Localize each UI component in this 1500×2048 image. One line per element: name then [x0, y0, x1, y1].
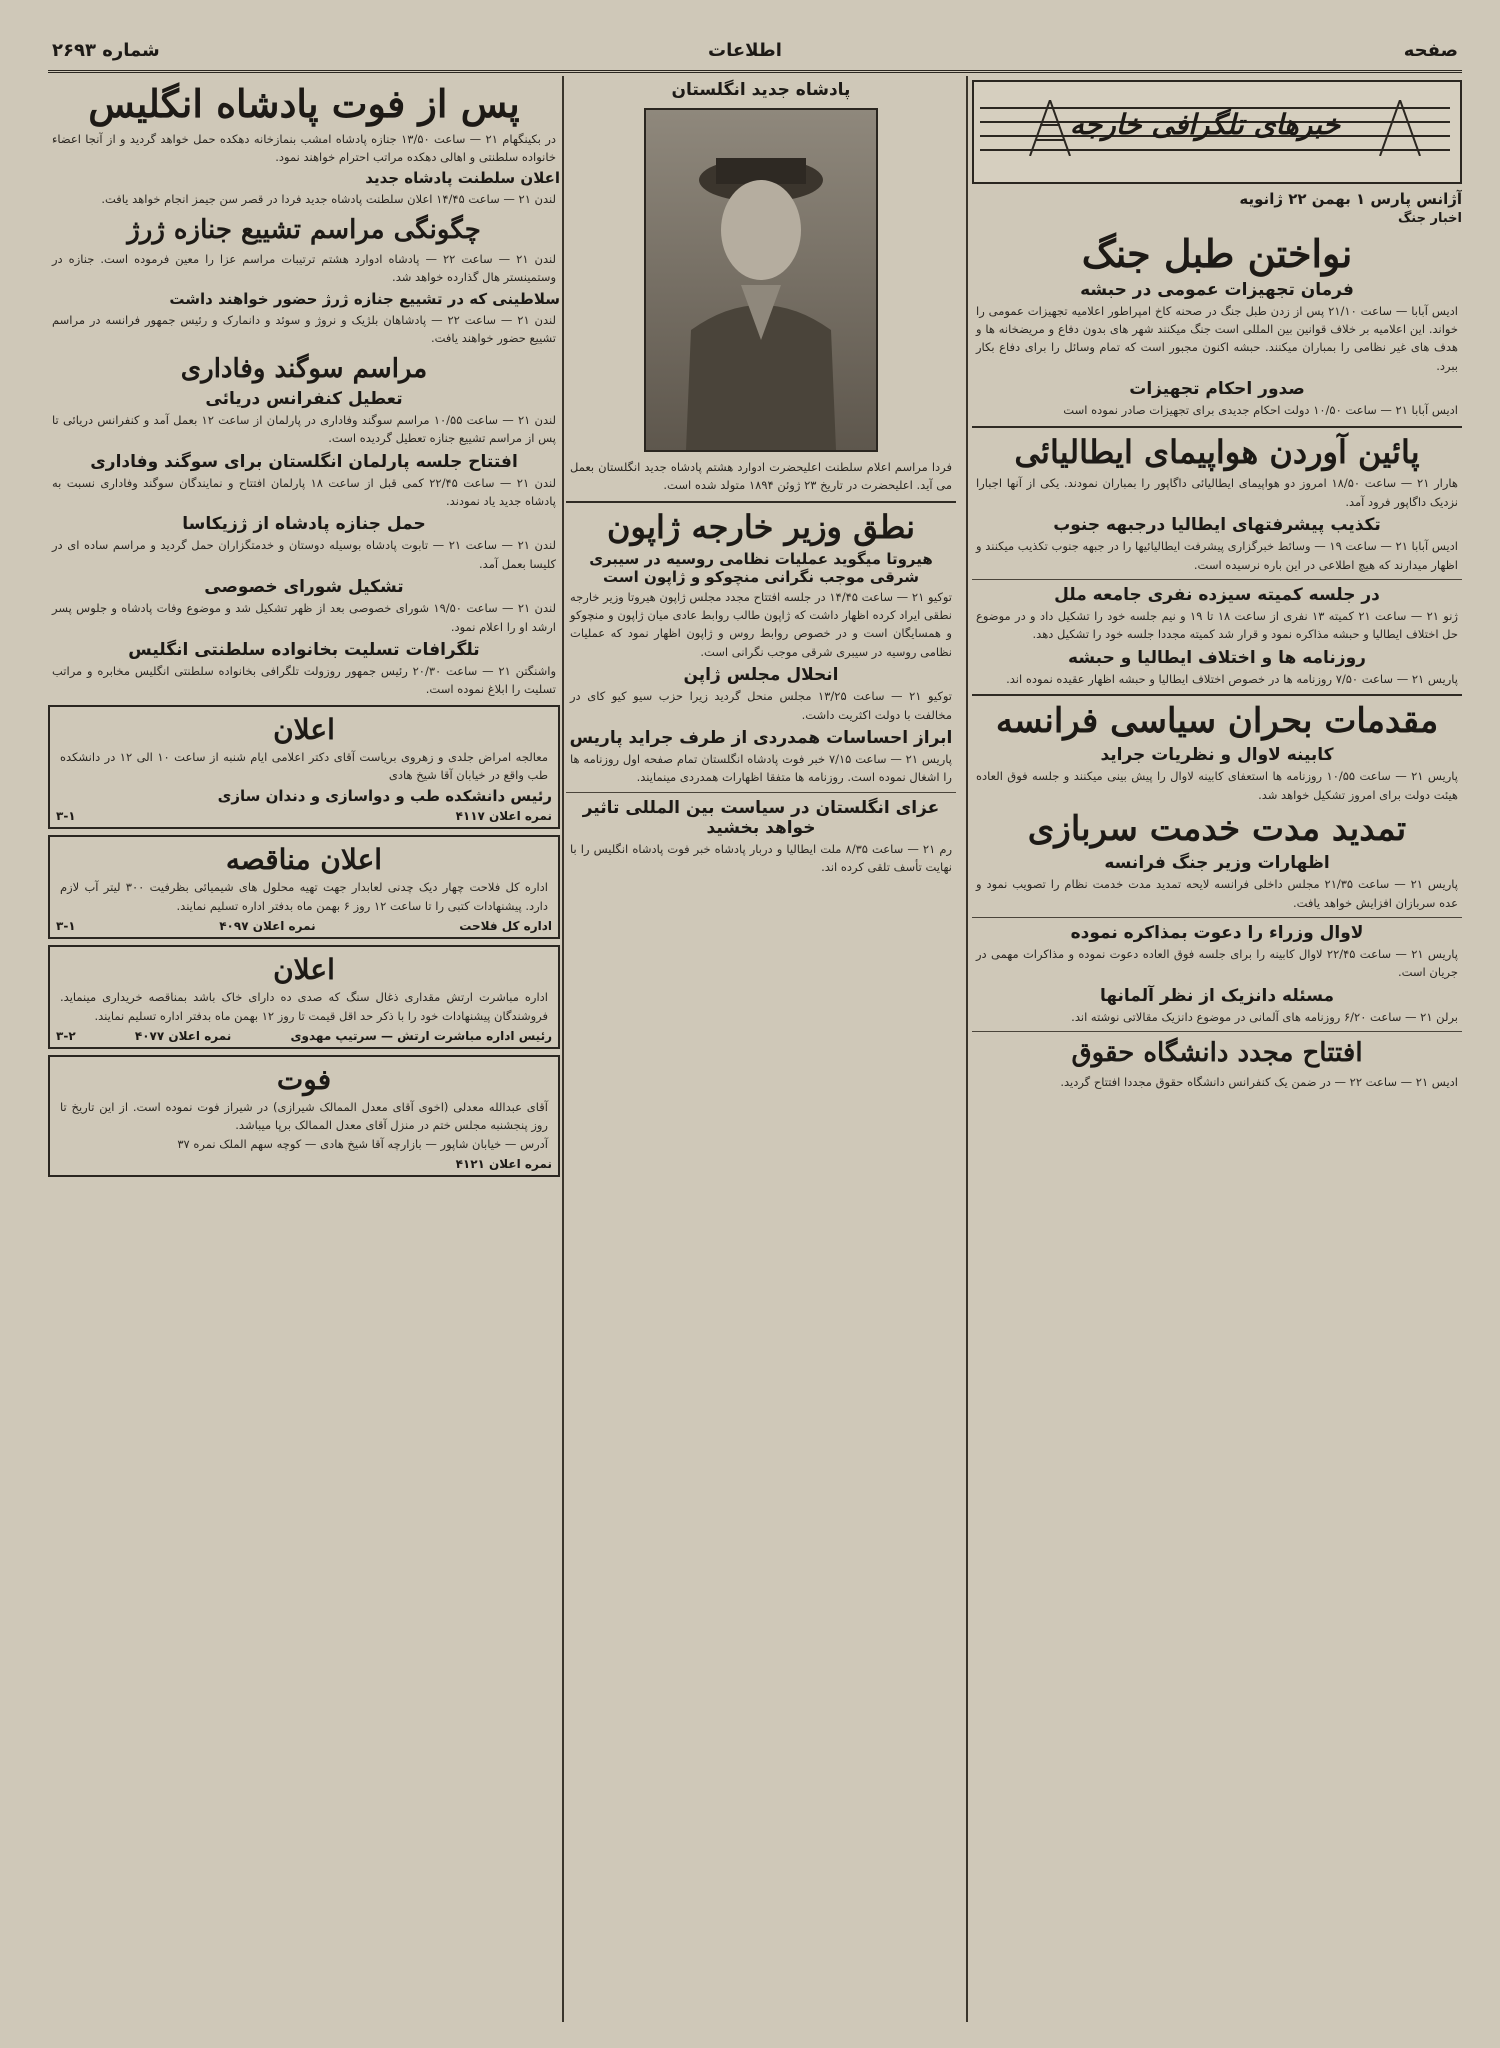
- middle-column: [566, 76, 956, 2022]
- german-subhead: مسئله دانزیک از نظر آلمانها: [1099, 985, 1335, 1006]
- speech-subhead: هیروتا میگوید عملیات نظامی روسیه در سیبری شرقی موجب نگرانی منچوکو و ژاپون است: [589, 549, 933, 586]
- ad-obituary-text: آقای عبدالله معدلی (اخوی آقای معدل الممالک شیرازی) در شیراز فوت نموده است. از این تاریخ تا روز پنجشنبه مجلس ختم در منزل آقای معدل الممالک برپا میباشد.: [60, 1100, 548, 1133]
- divider: [972, 917, 1462, 918]
- council-subhead: تشکیل شورای خصوصی: [204, 577, 404, 598]
- paper-name: اطلاعات: [708, 40, 782, 61]
- oath-headline: مراسم سوگند وفاداری: [180, 353, 428, 384]
- telegraph-masthead: [972, 80, 1462, 184]
- ad-army-footer: [56, 1029, 552, 1043]
- papers-subhead: روزنامه ها و اختلاف ایطالیا و حبشه: [1068, 647, 1366, 668]
- service-text: پاریس ۲۱ — ساعت ۲۱/۳۵ مجلس داخلی فرانسه لایحه تمدید مدت خدمت نظام را تصویب نمود و عده سربازان افزایش خواهد یافت.: [976, 877, 1458, 910]
- deny-subhead: تکذیب پیشرفتهای ایطالیا درجبهه جنوب: [1053, 515, 1381, 536]
- ad-clinic-title: اعلان: [273, 712, 335, 746]
- right-column: [972, 76, 1462, 2022]
- speech-text: توکیو ۲۱ — ساعت ۱۴/۴۵ در جلسه افتتاح مجدد مجلس ژاپون هیروتا وزیر خارجه نطقی ایراد کرده اظهار داشت که ژاپون طالب روابط عادی میان ژاپون و منچوکو و همسایگان است و در خصوص روابط روس و ژاپون اظهار نمود که عملیات نظامی روسیه در سیبری شرقی موجب نگرانی است.: [570, 589, 952, 659]
- ad-clinic-text: معالجه امراض جلدی و زهروی بریاست آقای دکتر اعلامی ایام شنبه از ساعت ۱۰ الی ۱۲ در دانشکده طب واقع در خیابان آقا شیخ هادی: [60, 749, 548, 783]
- ad-clinic-number: نمره اعلان ۴۱۱۷: [455, 809, 552, 824]
- univ-headline: افتتاح مجدد دانشگاه حقوق: [1071, 1038, 1363, 1069]
- king-portrait: [644, 108, 878, 452]
- ad-army-text: اداره مباشرت ارتش مقداری ذغال سنگ که صدی ده دارای خاک باشد بمناقصه خریداری مینماید. فروشندگان پیشنهادات خود را با ذکر حد اقل قیمت تا روز ۱۲ بهمن ماه بدفتر اداره تسلیم نمایند.: [60, 990, 548, 1023]
- iraq-subhead: عزای انگلستان در سیاست بین المللی تاثیر خواهد بخشید: [582, 797, 940, 838]
- sym-subhead: ابراز احساسات همدردی از طرف جراید پاریس: [569, 727, 953, 748]
- plane-headline: پائین آوردن هواپیمای ایطالیائی: [1014, 432, 1420, 471]
- ad-tender: [48, 835, 560, 939]
- ad-clinic-sign: رئیس دانشکده طب و دواسازی و دندان سازی: [217, 787, 552, 806]
- funeral-text: لندن ۲۱ — ساعت ۲۲ — پادشاه ادوارد هشتم ترتیبات مراسم عزا را معین فرموده است. جنازه در وستمینستر هال گذارده خواهد شد.: [52, 252, 556, 285]
- portrait-illustration-icon: [646, 110, 876, 450]
- accession-text: لندن ۲۱ — ساعت ۱۴/۴۵ اعلان سلطنت پادشاه جدید فردا در قصر سن جیمز انجام خواهد یافت.: [101, 192, 556, 207]
- ad-obituary-number: نمره اعلان ۴۱۲۱: [455, 1157, 552, 1172]
- photo-text: فردا مراسم اعلام سلطنت اعلیحضرت ادوارد هشتم پادشاه جدید انگلستان بعمل می آید. اعلیحضرت در تاریخ ۲۳ ژوئن ۱۸۹۴ متولد شده است.: [570, 460, 952, 493]
- divider: [566, 501, 956, 503]
- ad-tender-footer: [56, 919, 552, 933]
- ad-tender-sign: اداره کل فلاحت: [459, 919, 552, 934]
- newspaper-page: [48, 22, 1462, 2022]
- deny-text: ادیس آبابا ۲۱ — ساعت ۱۹ — وسائط خبرگزاری پیشرفت ایطالیائیها را در جبهه جنوب تکذیب میکنند و اظهار میدارند که هیچ اطلاعی در این باره نرسیده است.: [975, 539, 1458, 572]
- prep-text: ادیس آبابا ۲۱ — ساعت ۱۰/۵۰ دولت احکام جدیدی برای تجهیزات صادر نموده است: [1063, 403, 1458, 418]
- divider: [566, 792, 956, 793]
- prep-subhead: صدور احکام تجهیزات: [1129, 379, 1305, 400]
- league-text: ژنو ۲۱ — ساعت ۲۱ کمیته ۱۳ نفری از ساعت ۱۸ تا ۱۹ و نیم جلسه خود را تشکیل داد و در موضوع حل اختلاف ایطالیا و حبشه مذاکره نمود و قرار شد کمیته مجددا جلسه خود را تشکیل دهد.: [976, 609, 1458, 642]
- diet-text: توکیو ۲۱ — ساعت ۱۳/۲۵ مجلس منحل گردید زیرا حزب سیو کیو کای در مخالفت با دولت اکثریت داشت.: [570, 689, 952, 722]
- divider: [972, 1031, 1462, 1032]
- tele-text: واشنگتن ۲۱ — ساعت ۲۰/۳۰ رئیس جمهور روزولت تلگرافی بخانواده سلطنتی انگلیس مخابره و مراتب تسلیت را ابلاغ نموده است.: [52, 663, 557, 697]
- kings-subhead: سلاطینی که در تشییع جنازه ژرژ حضور خواهند داشت: [169, 289, 560, 308]
- accession-subhead: اعلان سلطنت پادشاه جدید: [365, 169, 560, 188]
- masthead-title: خبرهای تلگرافی خارجه: [1069, 108, 1340, 141]
- parl-subhead: افتتاح جلسه پارلمان انگلستان برای سوگند وفاداری: [90, 451, 518, 472]
- column-rule: [966, 76, 968, 2022]
- papers-text: پاریس ۲۱ — ساعت ۷/۵۰ روزنامه ها در خصوص اختلاف ایطالیا و حبشه اظهار عقیده نموده اند.: [1006, 671, 1458, 686]
- ad-army-sign: رئیس اداره مباشرت ارتش — سرتیپ مهدوی: [290, 1029, 552, 1044]
- service-headline: تمدید مدت خدمت سربازی: [1027, 809, 1407, 850]
- divider: [972, 426, 1462, 428]
- france-subhead: کابینه لاوال و نظریات جراید: [1100, 745, 1334, 766]
- photo-caption: پادشاه جدید انگلستان: [671, 80, 851, 100]
- league-subhead: در جلسه کمیته سیزده نفری جامعه ملل: [1054, 585, 1380, 605]
- ad-clinic-code: ۳-۱: [56, 809, 76, 824]
- divider: [972, 694, 1462, 696]
- france-text: پاریس ۲۱ — ساعت ۱۰/۵۵ روزنامه ها استعفای کابینه لاوال را پیش بینی میکنند و جلسه فوق العاده هیئت دولت برای امروز تشکیل خواهد شد.: [976, 769, 1458, 802]
- ad-clinic-footer: [56, 809, 552, 823]
- page-header: [48, 34, 1462, 73]
- plane-text: هارار ۲۱ — ساعت ۱۸/۵۰ امروز دو هواپیمای ایطالیائی داگاپور را بمباران نمودند. یکی از آنها اجبارا نزدیک داگاپور فرود آمد.: [976, 476, 1458, 509]
- council-text: لندن ۲۱ — ساعت ۱۹/۵۰ شورای خصوصی بعد از ظهر تشکیل شد و موضوع وفات پادشاه و جلوس پسر ارشد او را اعلام نمود.: [52, 601, 557, 634]
- parl-text: لندن ۲۱ — ساعت ۲۲/۴۵ کمی قبل از ساعت ۱۸ پارلمان افتتاح و نمایندگان سوگند وفاداری نسبت به پادشاه جدید یاد نمودند.: [52, 475, 556, 508]
- page-label: صفحه: [1403, 40, 1458, 61]
- column-rule: [562, 76, 564, 2022]
- war-headline: نواختن طبل جنگ: [1081, 231, 1353, 276]
- ad-obituary-footer: [56, 1157, 552, 1171]
- issue-number: شماره ۲۶۹۳: [52, 40, 160, 61]
- war-text: ادیس آبابا — ساعت ۲۱/۱۰ پس از زدن طبل جنگ در صحنه کاخ امپراطور اعلامیه تجهیزات عمومی را خواند. این اعلامیه بر خلاف قوانین بین المللی است جنگ میکنند شهر های بدون دفاع و مریضخانه ها و هدف های غیر نظامی را بمباران میکنند. حبشه اکنون مجبور است که تمام وسائل را برای دفاع بکار ببرد.: [976, 303, 1459, 373]
- ad-tender-number: نمره اعلان ۴۰۹۷: [219, 919, 316, 934]
- ad-army-number: نمره اعلان ۴۰۷۷: [134, 1029, 232, 1044]
- divider: [972, 579, 1462, 580]
- kings-text: لندن ۲۱ — ساعت ۲۲ — پادشاهان بلژیک و نروژ و سوئد و دانمارک و رئیس جمهور فرانسه در مراسم تشییع حضور خواهند یافت.: [52, 312, 556, 346]
- ad-obituary-title: فوت: [276, 1063, 332, 1097]
- ad-clinic: [48, 705, 560, 830]
- king-text: در بکینگهام ۲۱ — ساعت ۱۳/۵۰ جنازه پادشاه امشب بنمازخانه دهکده حمل خواهد گردید و از آنجا اعضاء خانواده سلطنتی و اهالی دهکده مراتب احترام خواهند نمود.: [52, 131, 556, 165]
- diet-subhead: انحلال مجلس ژاپن: [683, 665, 839, 686]
- war-subhead: فرمان تجهیزات عمومی در حبشه: [1080, 279, 1354, 300]
- german-text: برلن ۲۱ — ساعت ۶/۲۰ روزنامه های آلمانی در موضوع دانزیک مقالاتی نوشته اند.: [1071, 1009, 1458, 1024]
- ad-army-code: ۳-۲: [56, 1029, 76, 1044]
- body-subhead: حمل جنازه پادشاه از ژزیکاسا: [182, 514, 426, 535]
- univ-text: ادیس ۲۱ — ساعت ۲۲ — در ضمن یک کنفرانس دانشگاه حقوق مجددا افتتاح گردید.: [1060, 1075, 1458, 1090]
- iraq-text: رم ۲۱ — ساعت ۸/۳۵ ملت ایطالیا و دربار پادشاه خبر فوت پادشاه انگلیس را با نهایت تأسف تلقی کرده اند.: [570, 841, 952, 875]
- laval-subhead: لاوال وزراء را دعوت بمذاکره نموده: [1070, 922, 1364, 943]
- section-label: اخبار جنگ: [1397, 211, 1462, 226]
- speech-headline: نطق وزیر خارجه ژاپون: [607, 507, 915, 546]
- tele-subhead: تلگرافات تسلیت بخانواده سلطنتی انگلیس: [128, 639, 480, 660]
- laval-text: پاریس ۲۱ — ساعت ۲۲/۴۵ لاوال کابینه را برای جلسه فوق العاده دعوت نموده و مذاکرات مهمی در جریان است.: [976, 946, 1458, 980]
- ad-army-title: اعلان: [273, 953, 335, 987]
- service-subhead: اظهارات وزیر جنگ فرانسه: [1104, 853, 1330, 874]
- funeral-headline: چگونگی مراسم تشییع جنازه ژرژ: [127, 214, 481, 245]
- france-headline: مقدمات بحران سیاسی فرانسه: [995, 701, 1439, 742]
- left-column: [48, 76, 560, 2022]
- conf-subhead: تعطیل کنفرانس دریائی: [205, 388, 403, 409]
- body-text: لندن ۲۱ — ساعت ۲۱ — تابوت پادشاه بوسیله دوستان و خدمتگزاران حمل گردید و مراسم ساده ای در کلیسا بعمل آمد.: [52, 538, 556, 571]
- ad-obituary-address: آدرس — خیابان شاپور — بازارچه آقا شیخ هادی — کوچه سهم الملک نمره ۳۷: [177, 1136, 548, 1151]
- king-headline: پس از فوت پادشاه انگلیس: [88, 81, 520, 126]
- ad-tender-code: ۳-۱: [56, 919, 76, 934]
- ad-obituary: [48, 1055, 560, 1177]
- agency-line: آژانس پارس ۱ بهمن ۲۲ ژانویه: [1239, 190, 1462, 208]
- sym-text: پاریس ۲۱ — ساعت ۷/۱۵ خبر فوت پادشاه انگلستان تمام صفحه اول روزنامه ها را اشغال نموده است. روزنامه ها متفقا اظهارات همدردی مینمایند.: [570, 751, 952, 785]
- ad-army: [48, 945, 560, 1049]
- conf-text: لندن ۲۱ — ساعت ۱۰/۵۵ مراسم سوگند وفاداری در پارلمان از ساعت ۱۲ بعمل آمد و کنفرانس دریائی تا پس از مراسم تشییع جنازه تعطیل گردیده است.: [52, 412, 556, 446]
- ad-tender-title: اعلان مناقصه: [225, 843, 383, 877]
- ad-tender-text: اداره کل فلاحت چهار دیک چدنی لعابدار جهت تهیه محلول های شیمیائی بظرفیت ۳۰۰ لیتر آب لازم دارد. پیشنهادات کتبی را تا ساعت ۱۲ روز ۶ بهمن ماه بدفتر اداره تسلیم نمایند.: [60, 880, 548, 913]
